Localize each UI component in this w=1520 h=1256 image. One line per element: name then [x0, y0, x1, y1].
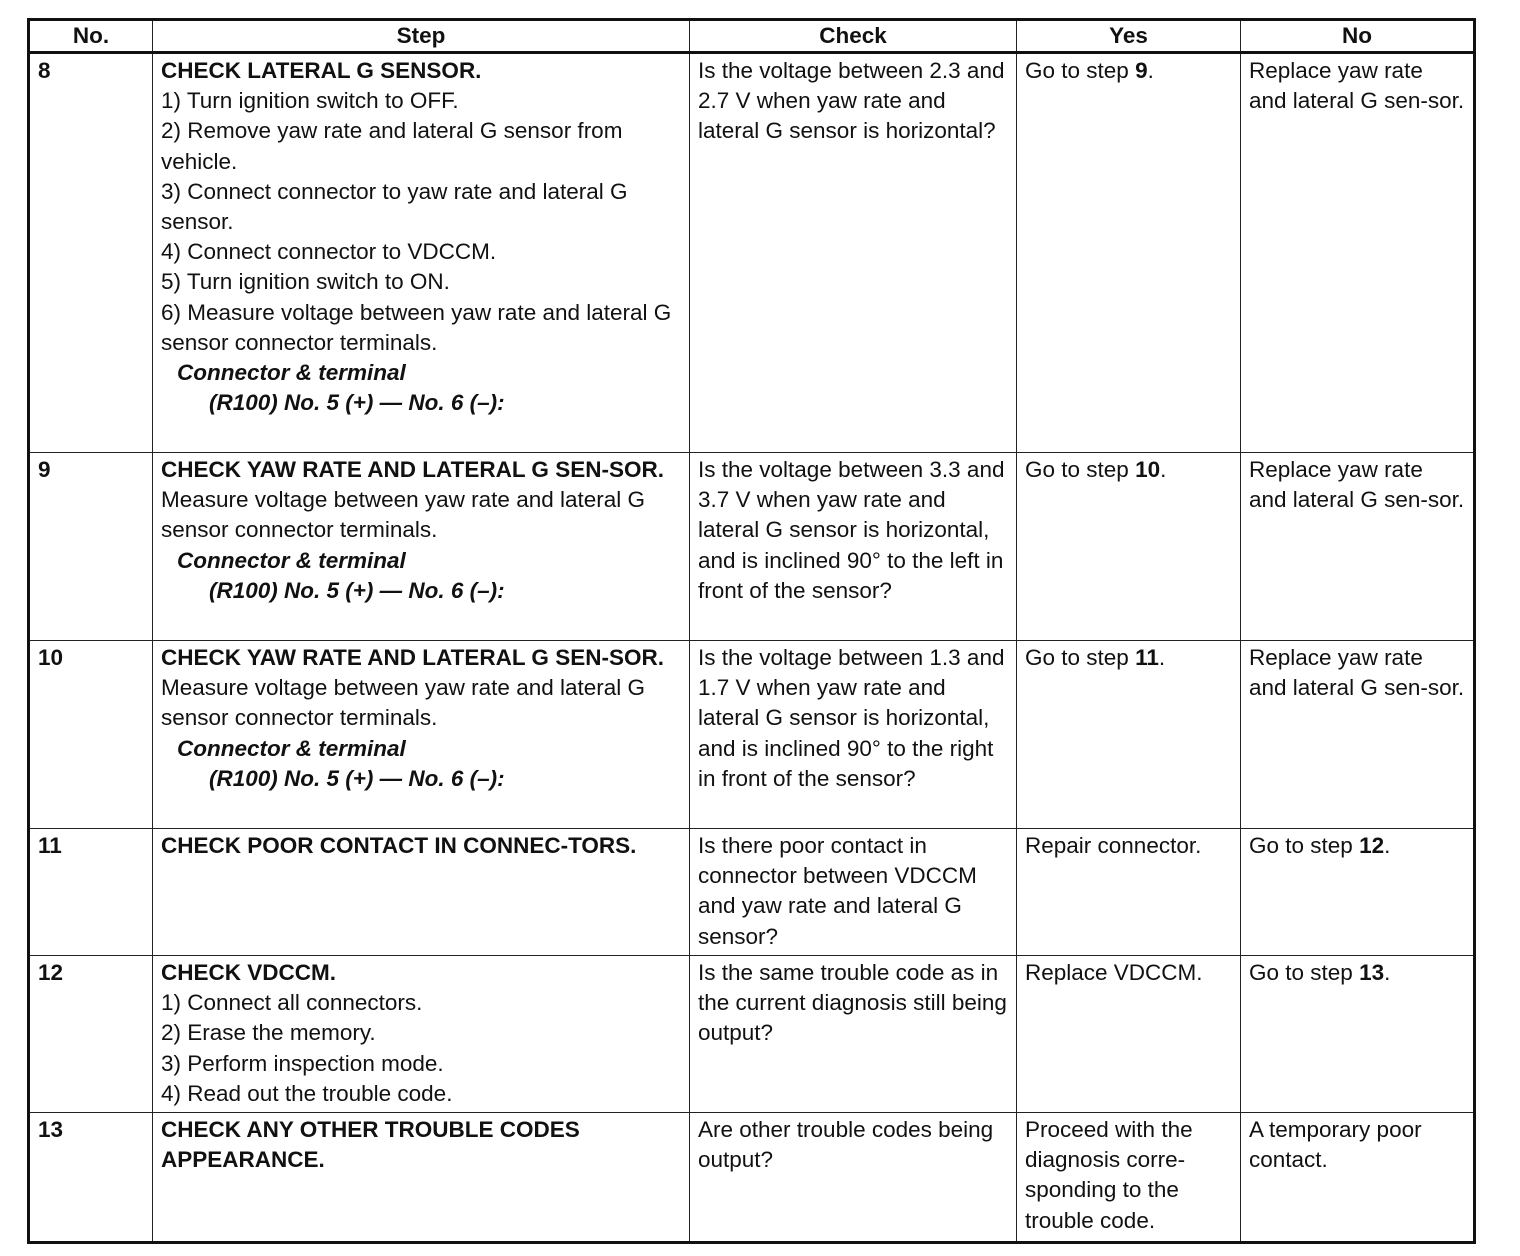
- yes-suffix: .: [1147, 58, 1154, 83]
- header-check: Check: [690, 20, 1017, 53]
- no-suffix: .: [1384, 833, 1391, 858]
- step-instruction: 3) Connect connector to yaw rate and lateral G sensor.: [161, 178, 628, 235]
- table-body: [29, 53, 1475, 1243]
- step-instruction: 1) Turn ignition switch to OFF.: [161, 88, 459, 114]
- yes-text: Replace VDCCM.: [1025, 960, 1203, 985]
- connector-label: Connector & terminal: [177, 360, 406, 386]
- yes-text: Proceed with the diagnosis corre-sponding to the trouble code.: [1025, 1117, 1193, 1233]
- step-number: 9: [29, 453, 153, 641]
- header-row: [29, 20, 1475, 53]
- step-instruction: 5) Turn ignition switch to ON.: [161, 269, 450, 295]
- no-result-cell: [1241, 641, 1475, 829]
- step-instruction: 4) Connect connector to VDCCM.: [161, 239, 497, 265]
- step-instruction: 1) Connect all connectors.: [161, 990, 423, 1016]
- step-instruction: Measure voltage between yaw rate and lateral G sensor connector terminals.: [161, 487, 646, 543]
- step-cell: [153, 829, 690, 956]
- no-result-text: Go to step: [1249, 833, 1360, 858]
- table-row: [29, 453, 1475, 641]
- step-title: CHECK ANY OTHER TROUBLE CODES APPEARANCE.: [161, 1117, 580, 1173]
- no-result-cell: [1241, 829, 1475, 956]
- check-cell: Are other trouble codes being output?: [690, 1113, 1017, 1243]
- no-goto-step: 13: [1359, 960, 1385, 985]
- step-title: CHECK LATERAL G SENSOR.: [161, 58, 482, 83]
- header-no: No.: [29, 20, 153, 53]
- check-cell: Is the voltage between 1.3 and 1.7 V when yaw rate and lateral G sensor is horizontal, and is inclined 90° to the right in front of the sensor?: [690, 641, 1017, 829]
- yes-suffix: .: [1158, 645, 1166, 670]
- step-cell: [153, 1113, 690, 1243]
- no-result-text: Go to step: [1249, 960, 1360, 985]
- step-instruction: 3) Perform inspection mode.: [161, 1050, 444, 1076]
- check-cell: Is the voltage between 3.3 and 3.7 V when yaw rate and lateral G sensor is horizontal, and is inclined 90° to the left in front of the sensor?: [690, 453, 1017, 641]
- table-row: [29, 641, 1475, 829]
- no-suffix: .: [1384, 960, 1391, 985]
- table-row: [29, 1113, 1475, 1243]
- yes-goto-step: 11: [1135, 645, 1159, 670]
- no-result-cell: [1241, 956, 1475, 1113]
- step-instruction: 6) Measure voltage between yaw rate and lateral G sensor connector terminals.: [161, 299, 672, 355]
- no-result-cell: [1241, 1113, 1475, 1243]
- table-row: [29, 53, 1475, 453]
- step-title: CHECK YAW RATE AND LATERAL G SEN-SOR.: [161, 457, 664, 482]
- table-row: [29, 956, 1475, 1113]
- connector-terminal-value: (R100) No. 5 (+) — No. 6 (–):: [209, 765, 505, 791]
- header-yes: Yes: [1017, 20, 1241, 53]
- step-instruction: 2) Remove yaw rate and lateral G sensor from vehicle.: [161, 118, 623, 174]
- step-number: 13: [29, 1113, 153, 1243]
- yes-cell: [1017, 1113, 1241, 1243]
- step-number: 8: [29, 53, 153, 453]
- step-cell: [153, 453, 690, 641]
- step-cell: [153, 53, 690, 453]
- table-row: [29, 829, 1475, 956]
- step-instruction: 4) Read out the trouble code.: [161, 1080, 453, 1106]
- yes-cell: [1017, 829, 1241, 956]
- step-title: CHECK POOR CONTACT IN CONNEC-TORS.: [161, 833, 637, 858]
- connector-terminal-value: (R100) No. 5 (+) — No. 6 (–):: [209, 390, 505, 416]
- no-result-text: A temporary poor contact.: [1249, 1117, 1422, 1173]
- no-result-text: Replace yaw rate and lateral G sen-sor.: [1249, 457, 1465, 513]
- step-number: 12: [29, 956, 153, 1113]
- step-number: 10: [29, 641, 153, 829]
- check-cell: Is the same trouble code as in the current diagnosis still being output?: [690, 956, 1017, 1113]
- step-number: 11: [29, 829, 153, 956]
- yes-goto-step: 10: [1135, 457, 1161, 482]
- step-cell: [153, 641, 690, 829]
- no-goto-step: 12: [1359, 833, 1385, 858]
- yes-cell: [1017, 453, 1241, 641]
- yes-cell: [1017, 956, 1241, 1113]
- step-instruction: 2) Erase the memory.: [161, 1020, 376, 1046]
- connector-label: Connector & terminal: [177, 547, 406, 573]
- no-result-text: Replace yaw rate and lateral G sen-sor.: [1249, 58, 1465, 114]
- no-result-cell: [1241, 53, 1475, 453]
- diagnosis-table: [27, 18, 1476, 1244]
- yes-text: Repair connector.: [1025, 833, 1202, 858]
- header-step: Step: [153, 20, 690, 53]
- step-instruction: Measure voltage between yaw rate and lateral G sensor connector terminals.: [161, 675, 646, 731]
- yes-text: Go to step: [1025, 58, 1136, 83]
- check-cell: Is there poor contact in connector between VDCCM and yaw rate and lateral G sensor?: [690, 829, 1017, 956]
- step-title: CHECK VDCCM.: [161, 960, 337, 985]
- connector-terminal-value: (R100) No. 5 (+) — No. 6 (–):: [209, 577, 505, 603]
- connector-label: Connector & terminal: [177, 735, 406, 761]
- header-no-result: No: [1241, 20, 1475, 53]
- yes-goto-step: 9: [1135, 58, 1148, 83]
- yes-cell: [1017, 641, 1241, 829]
- yes-cell: [1017, 53, 1241, 453]
- check-cell: Is the voltage between 2.3 and 2.7 V when yaw rate and lateral G sensor is horizontal?: [690, 53, 1017, 453]
- no-result-cell: [1241, 453, 1475, 641]
- yes-text: Go to step: [1025, 457, 1136, 482]
- table-header: [29, 20, 1475, 53]
- no-result-text: Replace yaw rate and lateral G sen-sor.: [1249, 645, 1465, 701]
- step-title: CHECK YAW RATE AND LATERAL G SEN-SOR.: [161, 645, 664, 670]
- yes-suffix: .: [1160, 457, 1167, 482]
- step-cell: [153, 956, 690, 1113]
- yes-text: Go to step: [1025, 645, 1136, 670]
